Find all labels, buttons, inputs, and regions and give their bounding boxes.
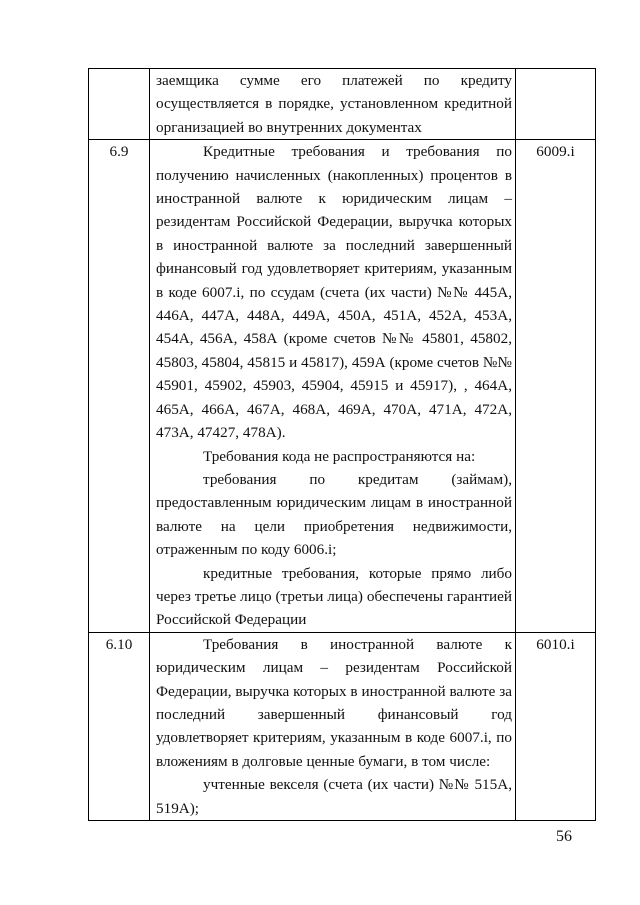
page-number: 56 [556, 828, 572, 845]
paragraph: Требования кода не распространяются на: [203, 447, 476, 465]
codes-table [88, 68, 596, 821]
paragraph: учтенные векселя (счета (их части) №№ 515А, 519А); [156, 776, 512, 817]
row-code: 6010.i [516, 632, 596, 820]
row-number: 6.9 [89, 140, 150, 633]
paragraph: осуществляется в порядке, установленном кредитной организацией во внутренних документах [156, 95, 512, 136]
row-description [150, 632, 516, 820]
row-number [89, 69, 150, 140]
table-row [89, 140, 596, 633]
paragraph: Кредитные требования и требования по получению начисленных (накопленных) процентов в иностранной валюте к юридическим лицам – резидентам Российской Федерации, выручка которых в иностранной валюте за последний завершенный финансовый год удовлетворяет критериям, указанным в коде 6007.i, по ссудам (счета (их части) №№ 445А, 446А, 447А, 448А, 449А, 450А, 451А, 452А, 453А, 454А, 456А, 458А (кроме счетов №№ 45801, 45802, 45803, 45804, 45815 и 45817), 459А (кроме счетов №№ 45901, 45902, 45903, 45904, 45915 и 45917), , 464А, 465А, 466А, 467А, 468А, 469А, 470А, 471А, 472А, 473А, 47427, 478А). [156, 143, 512, 442]
row-description [150, 140, 516, 633]
paragraph: кредитные требования, которые прямо либо через третье лицо (третьи лица) обеспечены гарантией Российской Федерации [156, 564, 512, 629]
table-row [89, 632, 596, 820]
table-row [89, 69, 596, 140]
paragraph: заемщика сумме его платежей по кредиту [156, 72, 512, 89]
row-code: 6009.i [516, 140, 596, 633]
paragraph: Требования в иностранной валюте к юридическим лицам – резидентам Российской Федерации, выручка которых в иностранной валюте за последний завершенный финансовый год удовлетворяет критериям, указанным в коде 6007.i, по вложениям в долговые ценные бумаги, в том числе: [156, 635, 512, 770]
row-code [516, 69, 596, 140]
paragraph: требования по кредитам (займам), предоставленным юридическим лицам в иностранной валюте на цели приобретения недвижимости, отраженным по коду 6006.i; [156, 470, 512, 559]
row-number: 6.10 [89, 632, 150, 820]
row-description [150, 69, 516, 140]
